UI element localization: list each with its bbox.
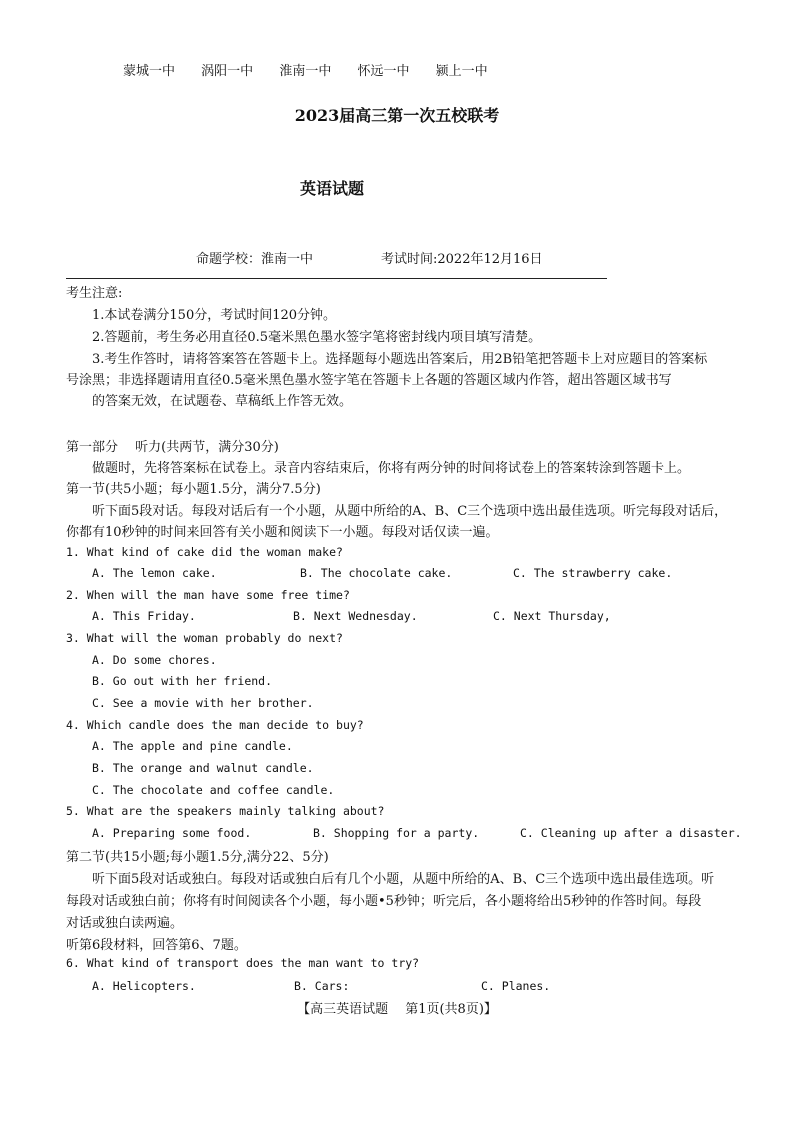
- header-divider: [66, 278, 607, 279]
- page-footer: 【高三英语试题 第1页(共8页)】: [297, 1002, 497, 1017]
- school-name: 蒙城一中: [123, 64, 176, 79]
- question-stem: 1. What kind of cake did the woman make?: [66, 545, 343, 559]
- setter-school: 命题学校：淮南一中: [196, 252, 314, 267]
- school-name: 涡阳一中: [201, 64, 254, 79]
- school-name: 怀远一中: [357, 64, 410, 79]
- option-a: A. Helicopters.: [92, 979, 196, 993]
- option-c: C. Cleaning up after a disaster.: [520, 826, 742, 840]
- option-a: A. Preparing some food.: [92, 826, 252, 840]
- notice-item: 2.答题前，考生务必用直径0.5毫米黑色墨水签字笔将密封线内项目填写清楚。: [92, 330, 542, 345]
- notice-item: 1.本试卷满分150分，考试时间120分钟。: [92, 308, 337, 323]
- question-stem: 3. What will the woman probably do next?: [66, 631, 343, 645]
- question-stem: 5. What are the speakers mainly talking about?: [66, 804, 385, 818]
- option-a: A. This Friday.: [92, 609, 196, 623]
- option-a: A. The lemon cake.: [92, 566, 217, 580]
- question-stem: 2. When will the man have some free time?: [66, 588, 350, 602]
- section1-instructions: 听下面5段对话。每段对话后有一个小题，从题中所给的A、B、C三个选项中选出最佳选项。听完每段对话后，: [92, 504, 728, 519]
- school-name: 淮南一中: [279, 64, 332, 79]
- notice-item-cont: 的答案无效，在试题卷、草稿纸上作答无效。: [92, 394, 353, 409]
- option-b: B. The orange and walnut candle.: [92, 761, 314, 775]
- section2-instructions-cont: 每段对话或独白前；你将有时间阅读各个小题，每小题•5秒钟；听完后，各小题将给出5秒钟的作答时间。每段: [66, 894, 702, 909]
- option-c: C. The strawberry cake.: [513, 566, 673, 580]
- section2-instructions: 听下面5段对话或独白。每段对话或独白后有几个小题，从题中所给的A、B、C三个选项中选出最佳选项。听: [92, 872, 715, 887]
- exam-time: 考试时间:2022年12月16日: [381, 252, 543, 267]
- section1-title: 第一节(共5小题；每小题1.5分，满分7.5分): [66, 482, 321, 497]
- question-stem: 6. What kind of transport does the man want to try?: [66, 956, 420, 970]
- option-b: B. The chocolate cake.: [300, 566, 453, 580]
- notice-title: 考生注意:: [66, 286, 123, 301]
- option-b: B. Shopping for a party.: [313, 826, 480, 840]
- material-heading: 听第6段材料，回答第6、7题。: [66, 938, 247, 953]
- section1-instructions-cont: 你都有10秒钟的时间来回答有关小题和阅读下一小题。每段对话仅读一遍。: [66, 525, 499, 540]
- section2-instructions-cont: 对话或独白读两遍。: [66, 916, 184, 931]
- section2-title: 第二节(共15小题;每小题1.5分,满分22、5分): [66, 850, 329, 865]
- option-c: C. The chocolate and coffee candle.: [92, 783, 335, 797]
- subject-title: 英语试题: [300, 179, 365, 198]
- option-b: B. Next Wednesday.: [293, 609, 418, 623]
- school-name: 颍上一中: [435, 64, 488, 79]
- part1-title: 第一部分 听力(共两节，满分30分): [66, 440, 279, 455]
- notice-item-cont: 号涂黑；非选择题请用直径0.5毫米黑色墨水签字笔在答题卡上各题的答题区域内作答，超出答题区域书写: [66, 373, 672, 388]
- exam-title: 2023届高三第一次五校联考: [294, 106, 500, 125]
- option-b: B. Go out with her friend.: [92, 674, 273, 688]
- option-b: B. Cars:: [294, 979, 350, 993]
- notice-item: 3.考生作答时，请将答案答在答题卡上。选择题每小题选出答案后，用2B铅笔把答题卡上对应题目的答案标: [92, 352, 708, 367]
- option-a: A. Do some chores.: [92, 653, 217, 667]
- question-stem: 4. Which candle does the man decide to buy?: [66, 718, 364, 732]
- option-c: C. See a movie with her brother.: [92, 696, 314, 710]
- school-list: [123, 60, 510, 79]
- part1-intro: 做题时，先将答案标在试卷上。录音内容结束后，你将有两分钟的时间将试卷上的答案转涂到答题卡上。: [92, 461, 691, 476]
- option-c: C. Planes.: [481, 979, 551, 993]
- option-c: C. Next Thursday,: [493, 609, 611, 623]
- option-a: A. The apple and pine candle.: [92, 739, 293, 753]
